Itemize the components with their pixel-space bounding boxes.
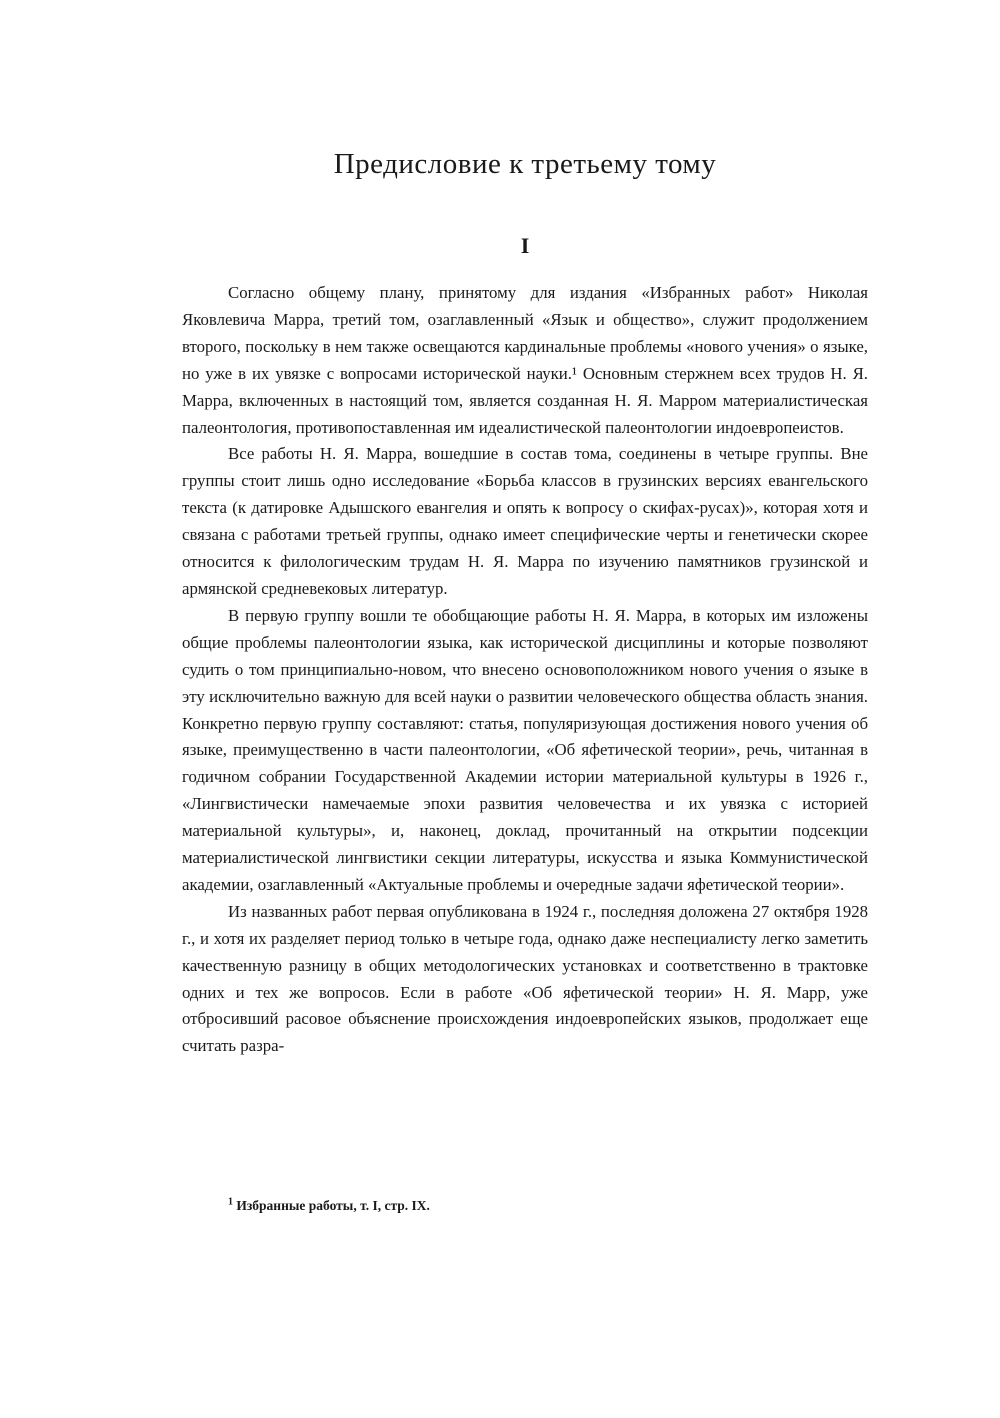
paragraph-1: Согласно общему плану, принятому для издания «Избранных работ» Николая Яковлевича Марра, третий том, озаглавленный «Язык и общество», служит продолжением второго, поскольку в нем также освещаются кардинальные проблемы «нового учения» о языке, но уже в их увязке с вопросами исторической науки.¹ Основным стержнем всех трудов Н. Я. Марра, включенных в настоящий том, является созданная Н. Я. Марром материалистическая палеонтология, противопоставленная им идеалистической палеонтологии индоевропеистов. <box>182 283 868 437</box>
footnote-text: Избранные работы, т. I, стр. IX. <box>236 1198 430 1213</box>
body-text <box>182 280 868 1060</box>
paragraph-2: Все работы Н. Я. Марра, вошедшие в состав тома, соединены в четыре группы. Вне группы стоит лишь одно исследование «Борьба классов в грузинских версиях евангельского текста (к датировке Адышского евангелия и опять к вопросу о скифах-русах)», которая хотя и связана с работами третьей группы, однако имеет специфические черты и генетически скорее относится к филологическим трудам Н. Я. Марра по изучению памятников грузинской и армянской средневековых литератур. <box>182 444 868 598</box>
paragraph-3: В первую группу вошли те обобщающие работы Н. Я. Марра, в которых им изложены общие проблемы палеонтологии языка, как исторической дисциплины и которые позволяют судить о том принципиально-новом, что внесено основоположником нового учения о языке в эту исключительно важную для всей науки о развитии человеческого общества область знания. Конкретно первую группу составляют: статья, популяризующая достижения нового учения об языке, преимущественно в части палеонтологии, «Об яфетической теории», речь, читанная в годичном собрании Государственной Академии истории материальной культуры в 1926 г., «Лингвистически намечаемые эпохи развития человечества и их увязка с историей материальной культуры», и, наконец, доклад, прочитанный на открытии подсекции материалистической лингвистики секции литературы, искусства и языка Коммунистической академии, озаглавленный «Актуальные проблемы и очередные задачи яфетической теории». <box>182 605 868 894</box>
footnote-mark: 1 <box>228 1196 233 1208</box>
footnote <box>228 1197 868 1215</box>
chapter-title: Предисловие к третьему тому <box>333 148 717 180</box>
paragraph-4: Из названных работ первая опубликована в 1924 г., последняя доложена 27 октября 1928 г., и хотя их разделяет период только в четыре года, однако даже неспециалисту легко заметить качественную разницу в общих методологических установках и соответственно в трактовке одних и тех же вопросов. Если в работе «Об яфетической теории» Н. Я. Марр, уже отбросивший расовое объяснение происхождения индоевропейских языков, продолжает еще считать разра- <box>182 901 868 1056</box>
book-page <box>182 0 868 1418</box>
section-number: I <box>520 233 530 258</box>
